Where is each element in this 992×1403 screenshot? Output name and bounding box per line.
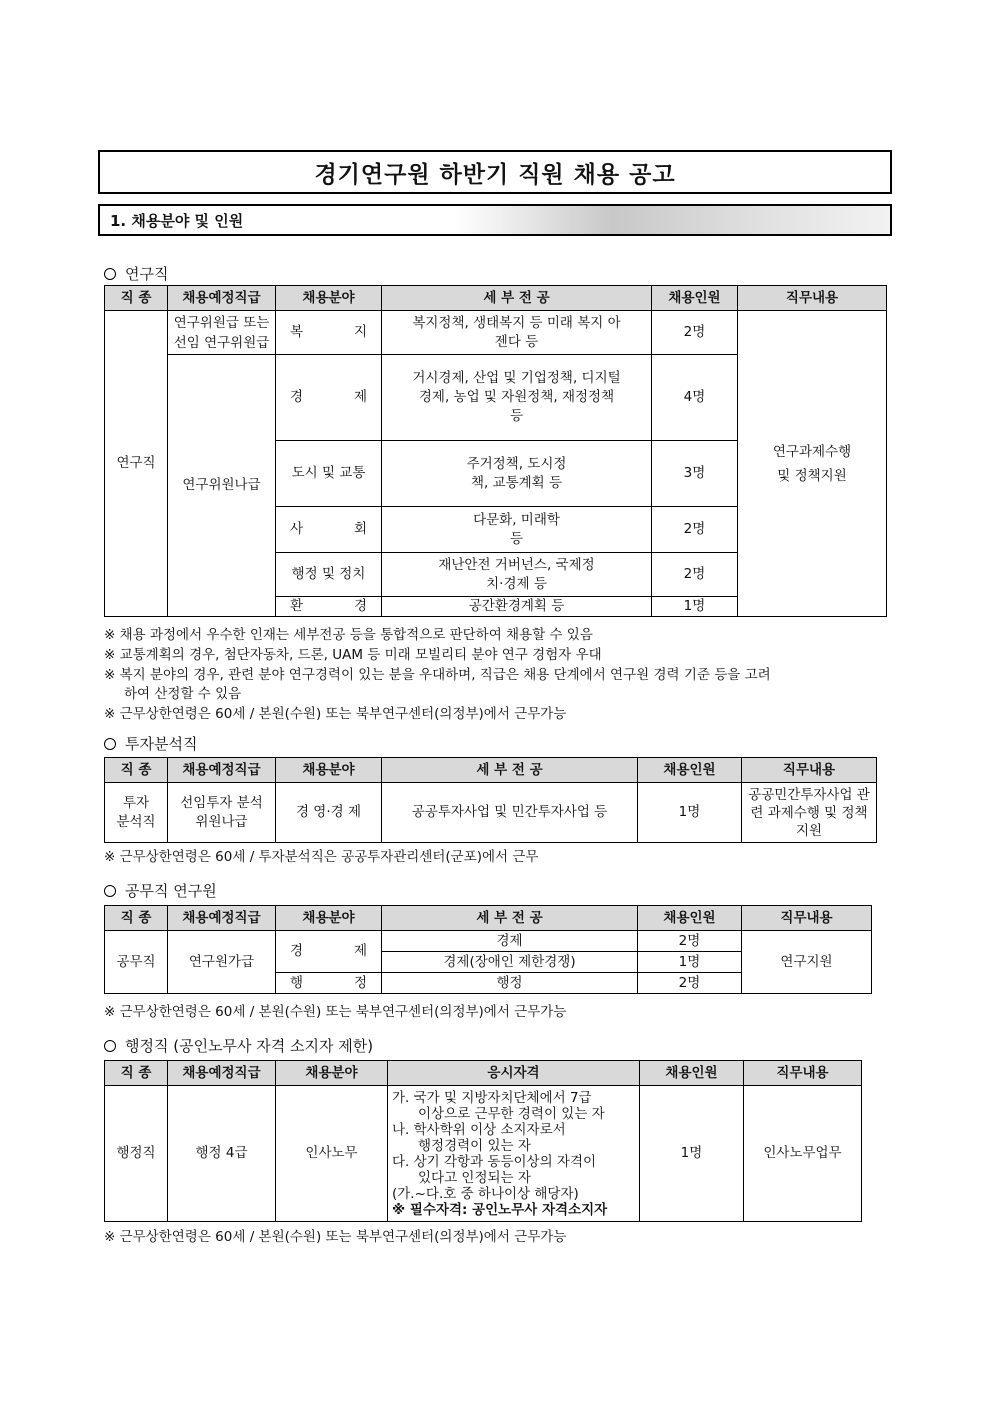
col-header: 직 종 [105, 1061, 168, 1086]
col-header: 직 종 [105, 906, 168, 931]
grade-cell: 연구위원급 또는 선임 연구위원급 [168, 311, 276, 355]
qualification-cell [388, 1086, 640, 1222]
subsection-label: 공무직 연구원 [125, 882, 217, 900]
count-cell: 2명 [652, 507, 738, 553]
major-cell: 공간환경계획 등 [382, 597, 652, 617]
circle-bullet-icon [104, 1040, 116, 1052]
public-table [104, 905, 872, 994]
grade-cell: 행정 4급 [168, 1086, 276, 1222]
major-cell: 복지정책, 생태복지 등 미래 복지 아젠다 등 [382, 311, 652, 355]
circle-bullet-icon [104, 885, 116, 897]
duty-cell: 공공민간투자사업 관련 과제수행 및 정책지원 [742, 783, 877, 843]
note: ※ 근무상한연령은 60세 / 투자분석직은 공공투자관리센터(군포)에서 근무 [104, 849, 539, 865]
count-cell: 2명 [652, 553, 738, 597]
col-header: 채용인원 [638, 758, 742, 783]
invest-table [104, 757, 877, 843]
qualification-line: 이상으로 근무한 경력이 있는 자 [418, 1105, 605, 1122]
note: ※ 근무상한연령은 60세 / 본원(수원) 또는 북부연구센터(의정부)에서 근무가능 [104, 1004, 567, 1020]
field-cell: 사 회 [276, 507, 382, 553]
note: ※ 근무상한연령은 60세 / 본원(수원) 또는 북부연구센터(의정부)에서 근무가능 [104, 1229, 567, 1245]
note: 하여 산정할 수 있음 [124, 686, 242, 702]
major-cell: 다문화, 미래학 등 [382, 507, 652, 553]
qualification-required: ※ 필수자격: 공인노무사 자격소지자 [392, 1201, 608, 1218]
count-cell: 1명 [638, 783, 742, 843]
col-header: 채용예정직급 [168, 286, 276, 311]
count-cell: 1명 [638, 952, 742, 973]
major-cell: 행정 [382, 973, 638, 994]
col-header: 채용인원 [640, 1061, 744, 1086]
field-cell: 복 지 [276, 311, 382, 355]
field-cell: 경 영·경 제 [276, 783, 382, 843]
major-cell: 거시경제, 산업 및 기업정책, 디지털경제, 농업 및 자원정책, 재정정책 등 [382, 355, 652, 441]
col-header: 채용인원 [652, 286, 738, 311]
col-header: 직 종 [105, 286, 168, 311]
qualification-line: (가.~다.호 중 하나이상 해당자) [392, 1185, 579, 1202]
qualification-line: 가. 국가 및 지방자치단체에서 7급 [392, 1089, 592, 1106]
field-cell: 도시 및 교통 [276, 441, 382, 507]
col-header: 세 부 전 공 [382, 758, 638, 783]
subsection-label: 연구직 [125, 265, 169, 283]
field-cell: 인사노무 [276, 1086, 388, 1222]
note: ※ 근무상한연령은 60세 / 본원(수원) 또는 북부연구센터(의정부)에서 근무가능 [104, 706, 567, 722]
grade-cell: 연구원가급 [168, 931, 276, 994]
count-cell: 2명 [638, 931, 742, 952]
major-cell: 경제(장애인 제한경쟁) [382, 952, 638, 973]
duty-cell: 연구과제수행 및 정책지원 [738, 311, 887, 617]
col-header: 직 종 [105, 758, 168, 783]
col-header: 직무내용 [744, 1061, 862, 1086]
subsection-research [104, 263, 168, 284]
qualification-line: 다. 상기 각항과 동등이상의 자격이 [392, 1153, 597, 1170]
major-cell: 경제 [382, 931, 638, 952]
col-header: 세 부 전 공 [382, 286, 652, 311]
col-header: 직무내용 [742, 906, 872, 931]
job-type-cell: 투자 분석직 [105, 783, 168, 843]
qualification-line: 행정경력이 있는 자 [418, 1137, 531, 1154]
admin-table [104, 1060, 862, 1222]
col-header: 채용분야 [276, 286, 382, 311]
note: ※ 교통계획의 경우, 첨단자동차, 드론, UAM 등 미래 모빌리티 분야 연구 경험자 우대 [104, 647, 602, 663]
col-header: 채용인원 [638, 906, 742, 931]
subsection-label: 행정직 (공인노무사 자격 소지자 제한) [125, 1037, 374, 1055]
job-type-cell: 공무직 [105, 931, 168, 994]
major-cell: 주거정책, 도시정책, 교통계획 등 [382, 441, 652, 507]
subsection-invest [104, 733, 197, 754]
research-table [104, 285, 887, 617]
count-cell: 4명 [652, 355, 738, 441]
count-cell: 2명 [638, 973, 742, 994]
grade-cell: 연구위원나급 [168, 355, 276, 617]
grade-cell: 선임투자 분석위원나급 [168, 783, 276, 843]
page-title: 경기연구원 하반기 직원 채용 공고 [98, 150, 892, 194]
col-header: 채용분야 [276, 1061, 388, 1086]
duty-cell: 연구지원 [742, 931, 872, 994]
subsection-label: 투자분석직 [125, 735, 198, 753]
qualification-line: 있다고 인정되는 자 [418, 1169, 531, 1186]
circle-bullet-icon [104, 738, 116, 750]
col-header: 채용예정직급 [168, 1061, 276, 1086]
col-header: 응시자격 [388, 1061, 640, 1086]
job-type-cell: 연구직 [105, 311, 168, 617]
count-cell: 1명 [640, 1086, 744, 1222]
field-cell: 행 정 [276, 973, 382, 994]
note: ※ 채용 과정에서 우수한 인재는 세부전공 등을 통합적으로 판단하여 채용할 수 있음 [104, 627, 593, 643]
field-cell: 행정 및 정치 [276, 553, 382, 597]
major-cell: 재난안전 거버넌스, 국제정치·경제 등 [382, 553, 652, 597]
col-header: 채용예정직급 [168, 906, 276, 931]
count-cell: 1명 [652, 597, 738, 617]
section-heading-1: 1. 채용분야 및 인원 [98, 204, 892, 236]
col-header: 채용분야 [276, 758, 382, 783]
field-cell: 경 제 [276, 931, 382, 973]
col-header: 직무내용 [742, 758, 877, 783]
count-cell: 3명 [652, 441, 738, 507]
subsection-admin [104, 1035, 373, 1056]
circle-bullet-icon [104, 268, 116, 280]
qualification-line: 나. 학사학위 이상 소지자로서 [392, 1121, 566, 1138]
subsection-public [104, 880, 217, 901]
col-header: 채용분야 [276, 906, 382, 931]
col-header: 채용예정직급 [168, 758, 276, 783]
col-header: 세 부 전 공 [382, 906, 638, 931]
field-cell: 환 경 [276, 597, 382, 617]
count-cell: 2명 [652, 311, 738, 355]
duty-cell: 인사노무업무 [744, 1086, 862, 1222]
field-cell: 경 제 [276, 355, 382, 441]
note: ※ 복지 분야의 경우, 관련 분야 연구경력이 있는 분을 우대하며, 직급은 채용 단계에서 연구원 경력 기준 등을 고려 [104, 667, 771, 683]
col-header: 직무내용 [738, 286, 887, 311]
job-type-cell: 행정직 [105, 1086, 168, 1222]
major-cell: 공공투자사업 및 민간투자사업 등 [382, 783, 638, 843]
